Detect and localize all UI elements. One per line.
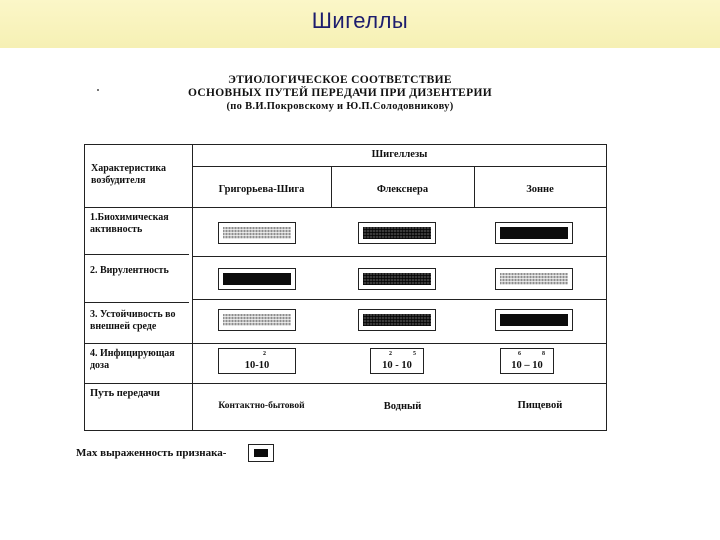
bar-fill xyxy=(223,227,291,239)
dose-value: 10-10 xyxy=(244,360,270,371)
bar-virulence-sonne xyxy=(495,268,573,290)
row-divider-2 xyxy=(192,299,607,300)
bar-biochemical-sonne xyxy=(495,222,573,244)
corner-header: Характеристика возбудителя xyxy=(91,163,166,186)
table-top-border xyxy=(84,144,607,145)
bar-virulence-flexner xyxy=(358,268,436,290)
bar-fill xyxy=(223,314,291,326)
legend-swatch xyxy=(248,444,274,462)
header-bottom-border xyxy=(84,207,607,208)
bar-biochemical-shiga xyxy=(218,222,296,244)
bar-resistance-sonne xyxy=(495,309,573,331)
dose-exponent-1: 6 xyxy=(518,351,521,357)
legend-label: Мах выраженность признака- xyxy=(76,447,227,459)
row-label-biochemical: 1.Биохимическая активность xyxy=(90,212,169,235)
dose-flexner xyxy=(370,348,424,374)
bar-fill xyxy=(500,273,568,285)
dose-sonne xyxy=(500,348,554,374)
row-label-transmission: Путь передачи xyxy=(90,388,160,399)
row-divider-4 xyxy=(84,383,607,384)
row-divider-2-left xyxy=(84,302,189,303)
dose-exponent-1: 2 xyxy=(389,351,392,357)
group-header-divider xyxy=(192,166,607,167)
column-header-sonne: Зонне xyxy=(526,184,554,195)
dose-exponent-2: 5 xyxy=(413,351,416,357)
table-left-border xyxy=(84,144,85,431)
column-header-shiga: Григорьева-Шига xyxy=(218,184,305,195)
transmission-flexner: Водный xyxy=(383,401,422,412)
bar-fill xyxy=(500,314,568,326)
bar-fill xyxy=(223,273,291,285)
bar-resistance-flexner xyxy=(358,309,436,331)
dose-exponent-2: 2 xyxy=(263,351,266,357)
heading-line-2: ОСНОВНЫХ ПУТЕЙ ПЕРЕДАЧИ ПРИ ДИЗЕНТЕРИИ xyxy=(188,87,492,99)
table-bottom-border xyxy=(84,430,607,431)
bar-resistance-shiga xyxy=(218,309,296,331)
column-header-flexner: Флекснера xyxy=(376,184,429,195)
bar-virulence-shiga xyxy=(218,268,296,290)
bar-fill xyxy=(363,273,431,285)
dose-value: 10 – 10 xyxy=(511,360,543,371)
row-divider-1-left xyxy=(84,254,189,255)
row-label-virulence: 2. Вирулентность xyxy=(90,265,169,276)
table-right-border xyxy=(606,144,607,431)
row-label-infectious-dose: 4. Инфицирующая доза xyxy=(90,348,175,371)
transmission-sonne: Пищевой xyxy=(517,400,563,411)
bar-fill xyxy=(363,227,431,239)
document-heading xyxy=(150,74,530,113)
bar-fill xyxy=(500,227,568,239)
row-divider-3 xyxy=(84,343,607,344)
row-label-resistance: 3. Устойчивость во внешней среде xyxy=(90,309,176,332)
slide-title: Шигеллы xyxy=(311,8,409,33)
bar-fill xyxy=(363,314,431,326)
row-divider-1 xyxy=(192,256,607,257)
bar-biochemical-flexner xyxy=(358,222,436,244)
group-header: Шигеллезы xyxy=(371,149,428,160)
legend-fill xyxy=(254,449,268,457)
dose-exponent-2: 8 xyxy=(542,351,545,357)
dose-shiga xyxy=(218,348,296,374)
dose-value: 10 - 10 xyxy=(382,360,412,371)
heading-line-1: ЭТИОЛОГИЧЕСКОЕ СООТВЕТСТВИЕ xyxy=(228,74,452,86)
heading-line-3: (по В.И.Покровскому и Ю.П.Солодовникову) xyxy=(226,101,454,112)
scan-speck xyxy=(97,89,99,91)
transmission-shiga: Контактно-бытовой xyxy=(218,401,305,411)
